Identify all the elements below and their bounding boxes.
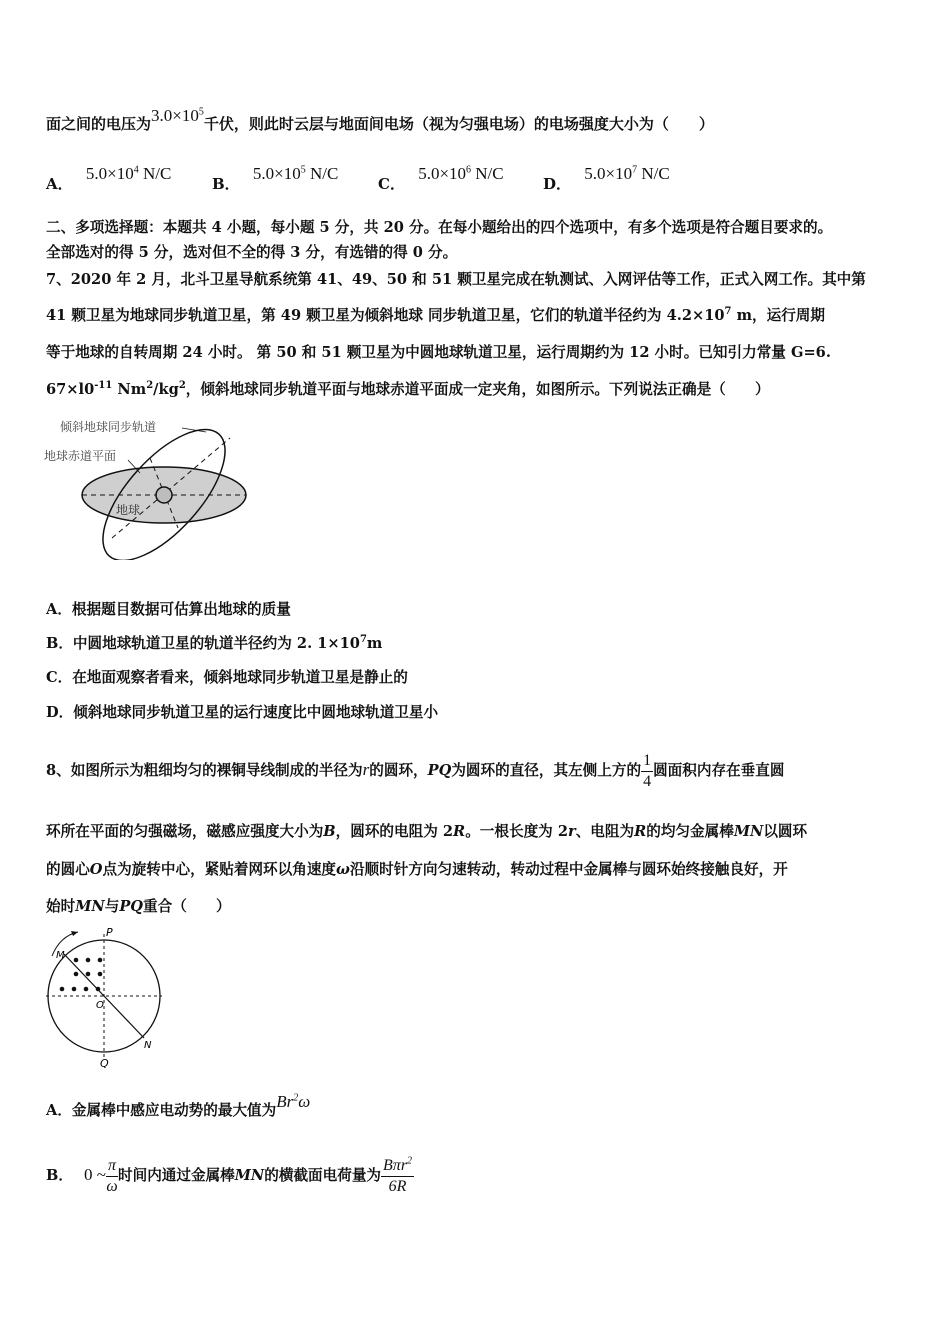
- q6-option-a: A． $5.0\times 10^4$ N/C: [46, 164, 172, 193]
- q6-option-d: D． $5.0\times 10^7$ N/C: [543, 164, 670, 193]
- label-inclined-orbit: 倾斜地球同步轨道: [60, 420, 157, 434]
- q8-option-a-expr: Br$^2$ω: [276, 1092, 311, 1111]
- label-p: P: [106, 926, 113, 939]
- q6-option-b: B． $5.0\times 10^5$ N/C: [212, 164, 339, 193]
- q8-fraction-quarter: $\frac{1}{4}$: [643, 751, 652, 790]
- section2-line2: 全部选对的得 5 分，选对但不全的得 3 分，有选错的得 0 分。: [46, 244, 458, 261]
- section2-line1: 二、多项选择题：本题共 4 小题，每小题 5 分，共 20 分。在每小题给出的四个选项中，有多个选项是符合题目要求的。: [46, 219, 833, 236]
- earth-icon: [156, 487, 172, 503]
- label-n: N: [144, 1040, 152, 1051]
- q8-ring-figure: [40, 926, 170, 1068]
- q8-line3: 的圆心O点为旋转中心，紧贴着网环以角速度ω沿顺时针方向匀速转动，转动过程中金属棒与圆环始终接触良好，开: [46, 861, 788, 878]
- q8-option-b: B． 0 ~ $\frac{\pi}{\omega}$ 时间内通过金属棒MN的横截面电荷量为 $\frac{B\pi r^2}{6R}$: [46, 1155, 413, 1195]
- label-equator-plane: 地球赤道平面: [44, 449, 117, 463]
- q7-line4: $67\times l0^{-11}$ $Nm^2/kg^2$，倾斜地球同步轨道平面与地球赤道平面成一定夹角，如图所示。下列说法正确是（ ）: [46, 380, 770, 398]
- q7-line2: 41 颗卫星为地球同步轨道卫星，第 49 颗卫星为倾斜地球 同步轨道卫星，它们的轨道半径约为 $4.2\times 10^7$ m，运行周期: [46, 306, 825, 324]
- q6-stem: 面之间的电压为$3.0\times 10^5$千伏，则此时云层与地面间电场（视为匀强电场）的电场强度大小为（ ）: [46, 106, 714, 133]
- q8-option-a: A．金属棒中感应电动势的最大值为Br$^2$ω: [46, 1092, 311, 1119]
- q7-line3: 等于地球的自转周期 24 小时。 第 50 和 51 颗卫星为中圆地球轨道卫星，运行周期约为 12 小时。已知引力常量 G=6.: [46, 344, 831, 361]
- q8-option-b-charge: $\frac{B\pi r^2}{6R}$: [383, 1155, 413, 1195]
- q7-option-b: B．中圆地球轨道卫星的轨道半径约为 2. $1\times 10^7m$: [46, 634, 383, 652]
- q8-line4: 始时MN与PQ重合（ ）: [46, 898, 231, 915]
- q7-option-c: C．在地面观察者看来，倾斜地球同步轨道卫星是静止的: [46, 669, 408, 686]
- q7-line1: 7、2020 年 2 月，北斗卫星导航系统第 41、49、50 和 51 颗卫星完成在轨测试、入网评估等工作，正式入网工作。其中第: [46, 271, 866, 288]
- label-m: M: [56, 950, 65, 961]
- q7-option-d: D．倾斜地球同步轨道卫星的运行速度比中圆地球轨道卫星小: [46, 704, 439, 721]
- label-earth: 地球: [116, 503, 141, 517]
- label-o: O: [96, 1000, 104, 1011]
- q6-option-c: C． $5.0\times 10^6$ N/C: [378, 164, 504, 193]
- q6-voltage: $3.0\times 10^5$: [151, 106, 204, 125]
- q8-line2: 环所在平面的匀强磁场，磁感应强度大小为B，圆环的电阻为 2R。一根长度为 2r、电阻为R的均匀金属棒MN以圆环: [46, 823, 808, 840]
- q8-option-b-interval: $\frac{\pi}{\omega}$: [106, 1156, 118, 1195]
- q8-line1: 8、如图所示为粗细均匀的裸铜导线制成的半径为r的圆环，PQ为圆环的直径，其左侧上方的 $\frac{1}{4}$ 圆面积内存在垂直圆: [46, 751, 785, 790]
- field-dots: [60, 958, 103, 992]
- q7-option-a: A．根据题目数据可估算出地球的质量: [46, 601, 291, 618]
- q7-orbit-figure: [40, 410, 260, 560]
- label-q: Q: [100, 1057, 109, 1068]
